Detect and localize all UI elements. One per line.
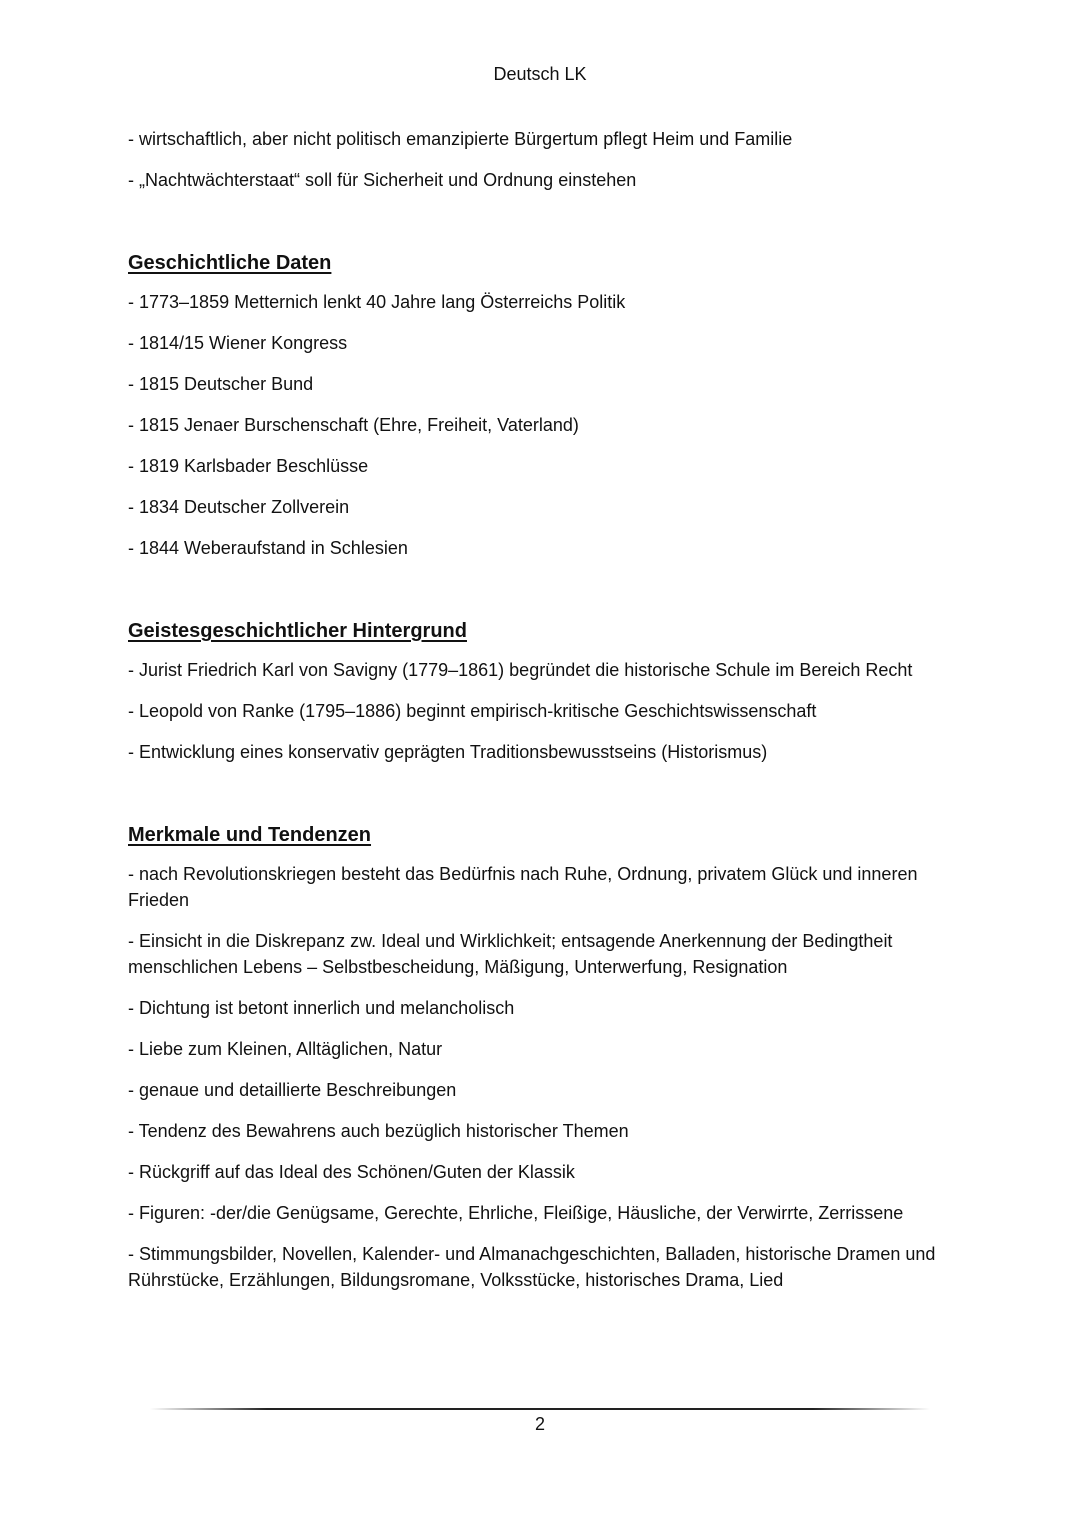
list-item: - 1834 Deutscher Zollverein: [128, 497, 350, 517]
document-body: [128, 126, 958, 1308]
page-number: 2: [534, 1414, 545, 1434]
list-item: - genaue und detaillierte Beschreibungen: [128, 1080, 457, 1100]
intro-block: [128, 126, 958, 193]
list-item: - 1815 Jenaer Burschenschaft (Ehre, Freiheit, Vaterland): [128, 415, 579, 435]
list-item: - 1773–1859 Metternich lenkt 40 Jahre lang Österreichs Politik: [128, 292, 626, 312]
intro-line: - wirtschaftlich, aber nicht politisch emanzipierte Bürgertum pflegt Heim und Familie: [128, 129, 793, 149]
list-item: - 1844 Weberaufstand in Schlesien: [128, 538, 408, 558]
list-item: - Rückgriff auf das Ideal des Schönen/Guten der Klassik: [128, 1162, 575, 1182]
intro-line: - „Nachtwächterstaat“ soll für Sicherheit und Ordnung einstehen: [128, 170, 637, 190]
list-item: - Figuren: -der/die Genügsame, Gerechte, Ehrliche, Fleißige, Häusliche, der Verwirrte, Zerrissene: [128, 1203, 904, 1223]
section-heading: Merkmale und Tendenzen: [128, 824, 372, 846]
footer-divider: [150, 1408, 930, 1410]
list-item: - Jurist Friedrich Karl von Savigny (1779–1861) begründet die historische Schule im Bereich Recht: [128, 660, 913, 680]
list-item: - Tendenz des Bewahrens auch bezüglich historischer Themen: [128, 1121, 629, 1141]
list-item: - 1815 Deutscher Bund: [128, 374, 314, 394]
list-item: - Leopold von Ranke (1795–1886) beginnt empirisch-kritische Geschichtswissenschaft: [128, 701, 817, 721]
section-merkmale-und-tendenzen: [128, 821, 958, 1293]
list-item: - 1819 Karlsbader Beschlüsse: [128, 456, 369, 476]
section-heading: Geschichtliche Daten: [128, 252, 332, 274]
list-item: - Stimmungsbilder, Novellen, Kalender- und Almanachgeschichten, Balladen, historische Dramen und Rührstücke, Erzählungen, Bildungsromane, Volksstücke, historisches Drama, Lied: [128, 1244, 936, 1290]
list-item: - Einsicht in die Diskrepanz zw. Ideal und Wirklichkeit; entsagende Anerkennung der Bedingtheit menschlichen Lebens – Selbstbescheidung, Mäßigung, Unterwerfung, Resignation: [128, 931, 893, 977]
list-item: - Dichtung ist betont innerlich und melancholisch: [128, 998, 515, 1018]
list-item: - Liebe zum Kleinen, Alltäglichen, Natur: [128, 1039, 443, 1059]
list-item: - Entwicklung eines konservativ geprägten Traditionsbewusstseins (Historismus): [128, 742, 768, 762]
section-geschichtliche-daten: [128, 249, 958, 561]
list-item: - 1814/15 Wiener Kongress: [128, 333, 348, 353]
section-geistesgeschichtlicher-hintergrund: [128, 617, 958, 765]
list-item: - nach Revolutionskriegen besteht das Bedürfnis nach Ruhe, Ordnung, privatem Glück und inneren Frieden: [128, 864, 918, 910]
page-header: Deutsch LK: [493, 64, 587, 84]
section-heading: Geistesgeschichtlicher Hintergrund: [128, 620, 467, 642]
